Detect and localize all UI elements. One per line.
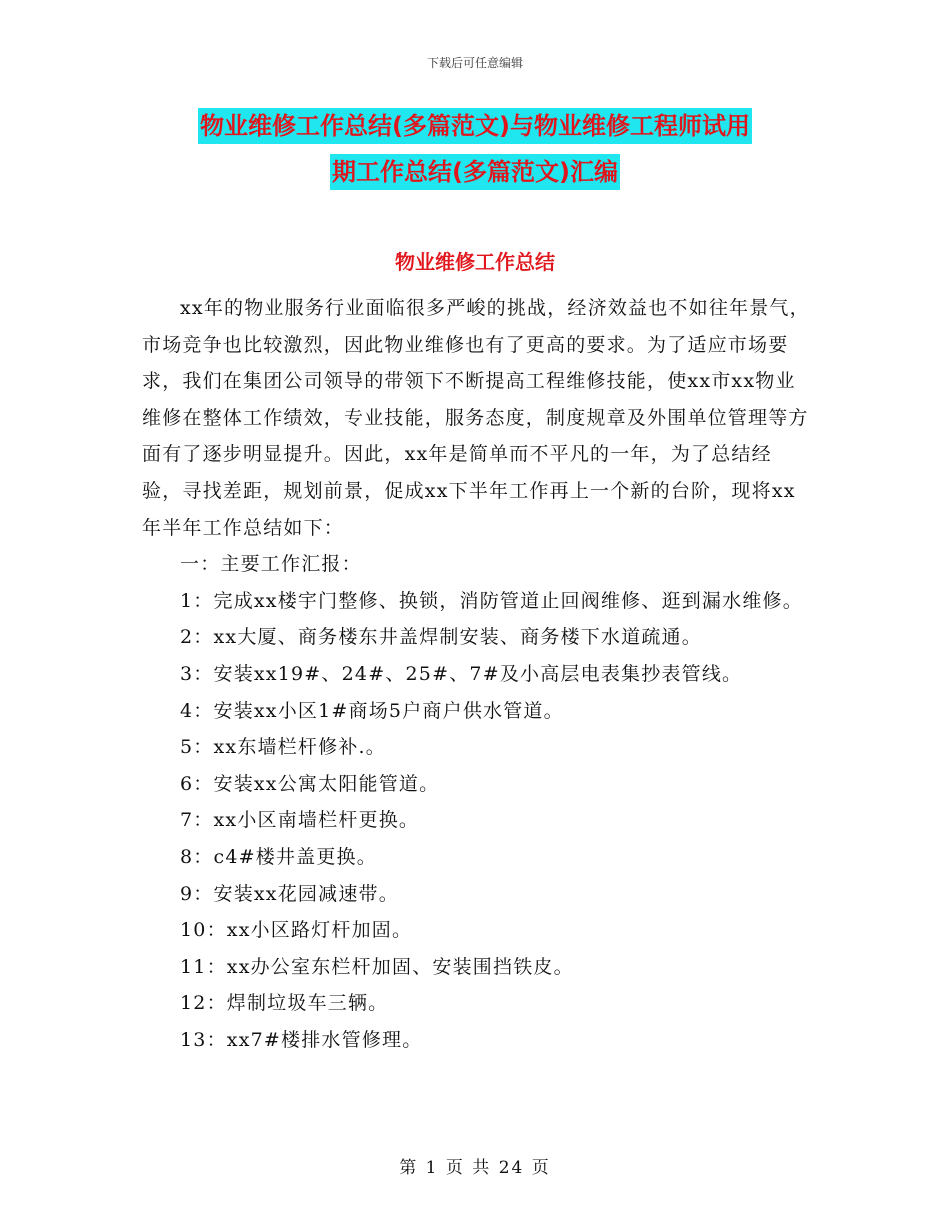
document-title-line-2: 期工作总结(多篇范文)汇编 — [330, 154, 620, 190]
list-item: 4：安装xx小区1#商场5户商户供水管道。 — [180, 699, 564, 722]
list-item: 7：xx小区南墙栏杆更换。 — [180, 809, 420, 832]
page-header-note: 下载后可任意编辑 — [426, 56, 523, 70]
list-item: 13：xx7#楼排水管修理。 — [180, 1028, 423, 1051]
list-item: 6：安装xx公寓太阳能管道。 — [180, 772, 440, 795]
list-item: 8：c4#楼井盖更换。 — [180, 845, 377, 868]
list-item: 9：安装xx花园减速带。 — [180, 882, 399, 905]
document-title — [0, 108, 950, 200]
list-item: 1：完成xx楼宇门整修、换锁，消防管道止回阀维修、逛到漏水维修。 — [180, 589, 803, 612]
list-item: 11：xx办公室东栏杆加固、安装围挡铁皮。 — [180, 955, 574, 978]
list-item: 5：xx东墙栏杆修补.。 — [180, 736, 386, 759]
document-body — [142, 290, 810, 1058]
list-item: 2：xx大厦、商务楼东井盖焊制安装、商务楼下水道疏通。 — [180, 626, 702, 649]
intro-paragraph: xx年的物业服务行业面临很多严峻的挑战，经济效益也不如往年景气，市场竞争也比较激烈，因此物业维修也有了更高的要求。为了适应市场要求，我们在集团公司领导的带领下不断提高工程维修技能，使xx市xx物业维修在整体工作绩效，专业技能，服务态度，制度规章及外围单位管理等方面有了逐步明显提升。因此，xx年是简单而不平凡的一年，为了总结经验，寻找差距，规划前景，促成xx下半年工作再上一个新的台阶，现将xx年半年工作总结如下： — [142, 297, 810, 539]
list-item: 10：xx小区路灯杆加固。 — [180, 919, 413, 942]
section-title: 物业维修工作总结 — [395, 250, 555, 274]
list-item: 3：安装xx19#、24#、25#、7#及小高层电表集抄表管线。 — [180, 662, 743, 685]
document-title-line-1: 物业维修工作总结(多篇范文)与物业维修工程师试用 — [198, 108, 752, 144]
subheading: 一：主要工作汇报： — [180, 553, 362, 576]
list-item: 12：焊制垃圾车三辆。 — [180, 992, 389, 1015]
page-footer: 第 1 页 共 24 页 — [399, 1158, 551, 1178]
